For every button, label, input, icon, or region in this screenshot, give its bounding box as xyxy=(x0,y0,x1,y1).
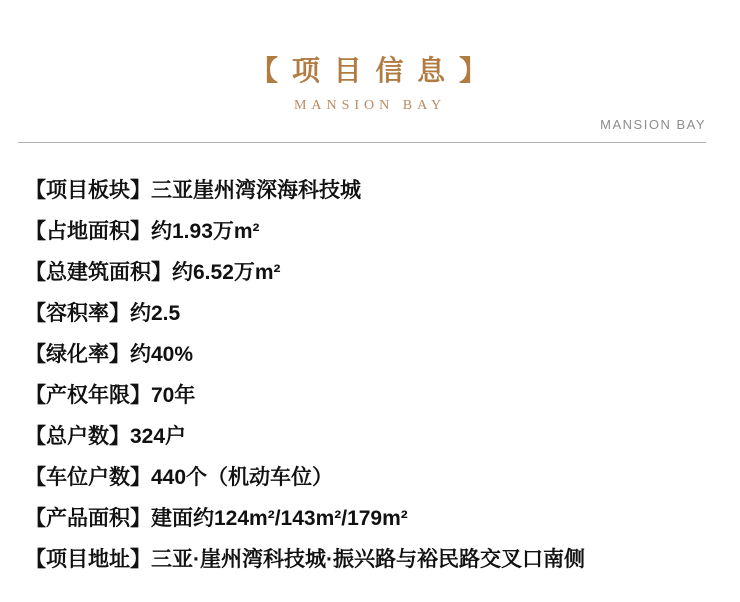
info-row-plot-ratio xyxy=(25,300,740,327)
brand-subtitle: MANSION BAY xyxy=(293,98,447,113)
info-value: 建面约124m²/143m²/179m² xyxy=(151,507,408,530)
info-label: 【产品面积】 xyxy=(25,507,151,530)
header-divider xyxy=(18,142,706,143)
info-row-plate xyxy=(25,177,740,204)
info-value: 440个（机动车位） xyxy=(151,466,334,489)
info-row-total-households xyxy=(25,423,740,450)
info-label: 【产权年限】 xyxy=(25,384,151,407)
info-value: 约2.5 xyxy=(130,302,181,325)
info-label: 【车位户数】 xyxy=(25,466,151,489)
info-label: 【项目地址】 xyxy=(25,548,151,571)
info-row-unit-sizes xyxy=(25,505,740,532)
info-value: 324户 xyxy=(130,425,187,448)
info-value: 约40% xyxy=(130,343,194,366)
info-label: 【容积率】 xyxy=(25,302,130,325)
info-value: 三亚·崖州湾科技城·振兴路与裕民路交叉口南侧 xyxy=(151,548,585,571)
page-title: 【 项 目 信 息 】 xyxy=(250,55,490,86)
info-label: 【绿化率】 xyxy=(25,343,130,366)
info-row-property-term xyxy=(25,382,740,409)
info-row-gross-floor-area xyxy=(25,259,740,286)
info-value: 约6.52万m² xyxy=(172,261,281,284)
info-label: 【占地面积】 xyxy=(25,220,151,243)
info-value: 三亚崖州湾深海科技城 xyxy=(151,179,361,202)
info-value: 约1.93万m² xyxy=(151,220,260,243)
info-label: 【总建筑面积】 xyxy=(25,261,172,284)
project-info-list xyxy=(25,177,740,573)
page-header xyxy=(0,0,740,114)
info-value: 70年 xyxy=(151,384,196,407)
brand-watermark: MANSION BAY xyxy=(600,117,706,132)
info-row-parking-spaces xyxy=(25,464,740,491)
info-row-land-area xyxy=(25,218,740,245)
info-row-address xyxy=(25,546,740,573)
info-label: 【总户数】 xyxy=(25,425,130,448)
info-label: 【项目板块】 xyxy=(25,179,151,202)
info-row-greening-rate xyxy=(25,341,740,368)
